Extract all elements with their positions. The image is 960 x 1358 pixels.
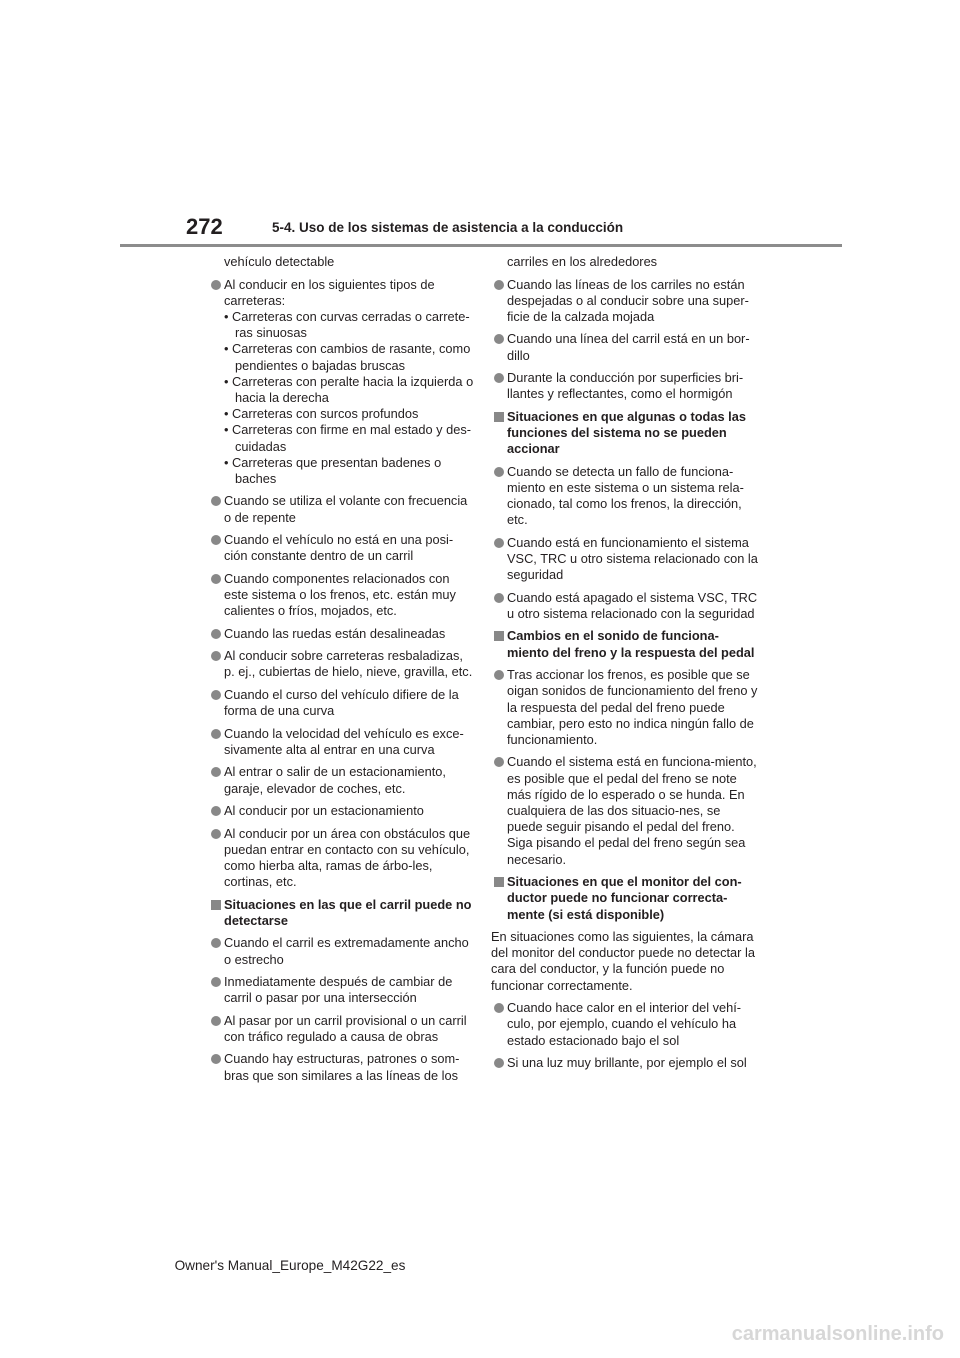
section-heading: Situaciones en que el monitor del con-ductor puede no funcionar correcta-mente (si está disponible) [491,874,759,923]
list-item: Cuando hay estructuras, patrones o som-bras que son similares a las líneas de los [208,1051,476,1083]
sub-item: • Carreteras con cambios de rasante, como pendientes o bajadas bruscas [224,341,471,373]
list-item: Al pasar por un carril provisional o un carril con tráfico regulado a causa de obras [208,1013,476,1045]
circle-bullet-icon [211,938,221,948]
page-number: 272 [186,214,223,239]
sub-item: • Carreteras que presentan badenes o baches [224,454,442,486]
list-item: Tras accionar los frenos, es posible que se oigan sonidos de funcionamiento del freno y la respuesta del pedal del freno puede cambiar, pero esto no indica ningún fallo de funcionamiento. [491,667,759,748]
section-title: 5-4. Uso de los sistemas de asistencia a la conducción [272,220,624,235]
circle-bullet-icon [211,977,221,987]
sub-item: • Carreteras con curvas cerradas o carrete-ras sinuosas [224,308,470,341]
list-item: Cuando está en funcionamiento el sistema VSC, TRC u otro sistema relacionado con la seguridad [491,535,759,584]
list-item: Al conducir por un área con obstáculos que puedan entrar en contacto con su vehículo, como hierba alta, ramas de árbo-les, cortinas, etc. [208,826,476,891]
circle-bullet-icon [211,535,221,545]
circle-bullet-icon [211,496,221,506]
list-item: Cuando se utiliza el volante con frecuencia o de repente [208,493,476,525]
right-column [491,254,759,1078]
list-item: Cuando una línea del carril está en un bor-dillo [491,331,759,363]
list-item: Cuando el vehículo no está en una posi-ción constante dentro de un carril [208,532,476,564]
list-item: Si una luz muy brillante, por ejemplo el sol [491,1055,759,1071]
left-column [208,254,476,1090]
list-item: Cuando las líneas de los carriles no están despejadas o al conducir sobre una super-ficie de la calzada mojada [491,277,759,326]
list-item: Cuando el curso del vehículo difiere de la forma de una curva [208,687,476,719]
body-paragraph: En situaciones como las siguientes, la cámara del monitor del conductor puede no detectar la cara del conductor, y la función puede no funcionar correctamente. [491,929,755,993]
section-heading: Situaciones en que algunas o todas las funciones del sistema no se pueden accionar [491,409,759,458]
sub-item: • Carreteras con firme en mal estado y des-cuidadas [224,422,472,454]
list-item-text: Al conducir en los siguientes tipos de carreteras: [224,276,435,308]
footer-text: Owner's Manual_Europe_M42G22_es [174,1258,406,1273]
circle-bullet-icon [494,593,504,603]
circle-bullet-icon [211,280,221,290]
square-bullet-icon [494,877,504,887]
circle-bullet-icon [494,280,504,290]
list-item: Cuando las ruedas están desalineadas [208,626,476,642]
circle-bullet-icon [494,538,504,548]
square-bullet-icon [494,631,504,641]
sub-item: • Carreteras con surcos profundos [224,406,419,422]
square-bullet-icon [211,900,221,910]
circle-bullet-icon [211,574,221,584]
section-heading: Cambios en el sonido de funciona-miento del freno y la respuesta del pedal [491,628,759,660]
circle-bullet-icon [211,629,221,639]
continuation-text: vehículo detectable [224,254,335,269]
list-item: Cuando el carril es extremadamente ancho o estrecho [208,935,476,967]
list-item: Cuando se detecta un fallo de funciona-miento en este sistema o un sistema rela-cionado, tal como los frenos, la dirección, etc. [491,464,759,529]
circle-bullet-icon [494,757,504,767]
circle-bullet-icon [211,1054,221,1064]
list-item: Cuando componentes relacionados con este sistema o los frenos, etc. están muy calientes o fríos, mojados, etc. [208,571,476,620]
circle-bullet-icon [211,767,221,777]
list-item: Durante la conducción por superficies bri-llantes y reflectantes, como el hormigón [491,370,759,402]
list-item: Inmediatamente después de cambiar de carril o pasar por una intersección [208,974,476,1006]
circle-bullet-icon [494,373,504,383]
circle-bullet-icon [494,334,504,344]
circle-bullet-icon [494,1003,504,1013]
section-heading: Situaciones en las que el carril puede no detectarse [208,897,476,929]
circle-bullet-icon [211,829,221,839]
list-item: Cuando la velocidad del vehículo es exce-sivamente alta al entrar en una curva [208,726,476,758]
circle-bullet-icon [211,690,221,700]
list-item: Al conducir por un estacionamiento [208,803,476,819]
watermark: carmanualsonline.info [731,1323,944,1345]
circle-bullet-icon [494,670,504,680]
circle-bullet-icon [211,1016,221,1026]
list-item: Al conducir sobre carreteras resbaladizas, p. ej., cubiertas de hielo, nieve, gravilla, etc. [208,648,476,680]
list-item: Cuando el sistema está en funciona-miento, es posible que el pedal del freno se note más rígido de lo esperado o se hunda. En cualquiera de las dos situacio-nes, se puede seguir pisando el pedal del freno. Siga pisando el pedal del freno según sea necesario. [491,754,759,867]
list-item: Al entrar o salir de un estacionamiento, garaje, elevador de coches, etc. [208,764,476,796]
list-item: Cuando hace calor en el interior del vehí-culo, por ejemplo, cuando el vehículo ha estado estacionado bajo el sol [491,1000,759,1049]
circle-bullet-icon [494,467,504,477]
circle-bullet-icon [211,729,221,739]
list-item [208,277,476,488]
square-bullet-icon [494,412,504,422]
circle-bullet-icon [494,1058,504,1068]
circle-bullet-icon [211,806,221,816]
list-item: Cuando está apagado el sistema VSC, TRC u otro sistema relacionado con la seguridad [491,590,759,622]
continuation-text: carriles en los alrededores [507,254,658,269]
sub-item: • Carreteras con peralte hacia la izquierda o hacia la derecha [224,373,474,405]
circle-bullet-icon [211,651,221,661]
header-divider [120,244,842,247]
